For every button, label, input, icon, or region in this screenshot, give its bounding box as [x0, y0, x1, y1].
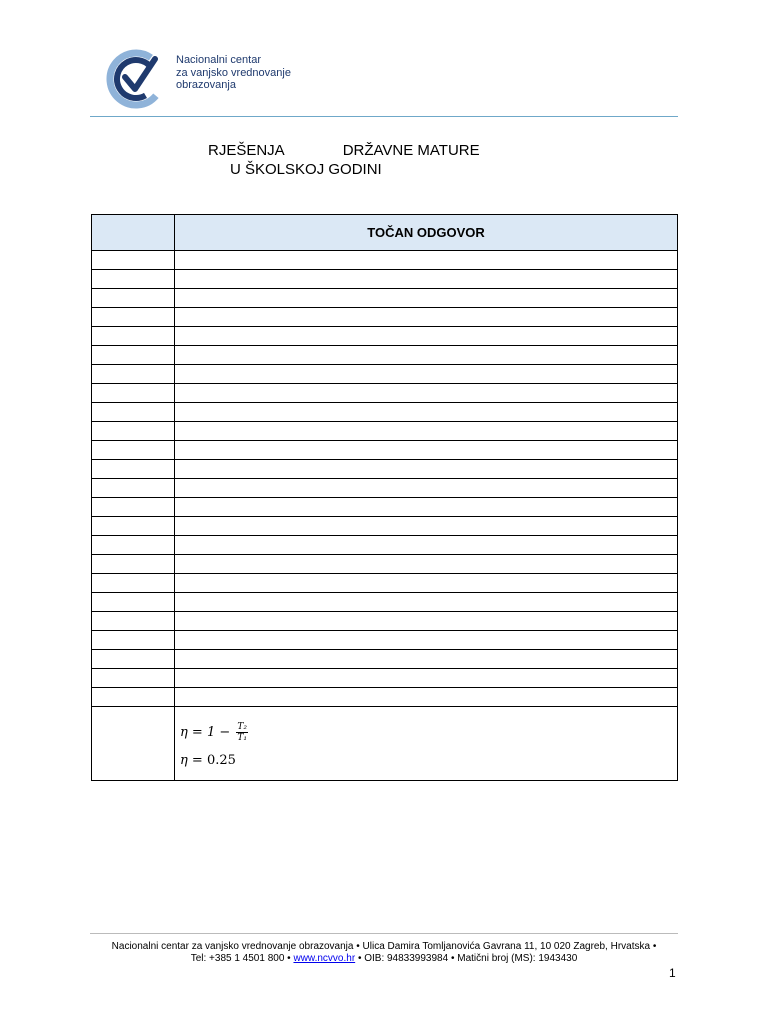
table-row: [92, 631, 678, 650]
table-row: [92, 251, 678, 270]
efficiency-result: [175, 753, 677, 768]
question-number-header: [92, 215, 175, 251]
answer-cell: [175, 631, 678, 650]
footer-contact: [0, 953, 768, 964]
footer-address: Nacionalni centar za vanjsko vrednovanje obrazovanja • Ulica Damira Tomljanovića Gavrana 11, 10 020 Zagreb, Hrvatska •: [111, 941, 657, 952]
formula-row: [92, 707, 678, 781]
question-number-cell: [92, 327, 175, 346]
document-title-line2: U ŠKOLSKOJ GODINI: [230, 161, 382, 178]
website-link[interactable]: www.ncvvo.hr: [293, 953, 356, 964]
table-row: [92, 593, 678, 612]
question-number-cell: [92, 669, 175, 688]
answer-cell: [175, 593, 678, 612]
title-rjesenja: RJEŠENJA: [208, 142, 285, 159]
answer-cell: [175, 403, 678, 422]
efficiency-formula: [175, 707, 677, 754]
table-row: [92, 517, 678, 536]
question-number-cell: [92, 270, 175, 289]
answer-cell: [175, 498, 678, 517]
table-row: [92, 479, 678, 498]
table-row: [92, 460, 678, 479]
table-row: [92, 270, 678, 289]
temperature-fraction: [236, 722, 248, 743]
answer-table: [91, 214, 678, 781]
title-drzavne-mature: DRŽAVNE MATURE: [342, 142, 480, 159]
table-row: [92, 574, 678, 593]
answer-cell: [175, 308, 678, 327]
question-number-cell: [92, 422, 175, 441]
footer-ids: • OIB: 94833993984 • Matični broj (MS): 1943430: [357, 953, 578, 964]
table-row: [92, 346, 678, 365]
question-number-cell: [92, 536, 175, 555]
answer-cell: [175, 688, 678, 707]
table-row: [92, 441, 678, 460]
org-name: [176, 54, 291, 92]
answer-cell: [175, 346, 678, 365]
answer-cell: [175, 555, 678, 574]
answer-cell: [175, 270, 678, 289]
org-name-line3: obrazovanja: [176, 79, 236, 91]
table-row: [92, 384, 678, 403]
table-row: [92, 403, 678, 422]
question-number-cell: [92, 555, 175, 574]
question-number-cell: [92, 650, 175, 669]
question-number-cell: [92, 707, 175, 781]
question-number-cell: [92, 612, 175, 631]
answer-cell: [175, 517, 678, 536]
answer-table-header: [92, 215, 678, 251]
table-row: [92, 365, 678, 384]
formula-answer-cell: [175, 707, 678, 781]
answer-cell: [175, 251, 678, 270]
footer-divider: [90, 933, 678, 934]
answer-cell: [175, 365, 678, 384]
question-number-cell: [92, 593, 175, 612]
question-number-cell: [92, 574, 175, 593]
question-number-cell: [92, 498, 175, 517]
question-number-cell: [92, 460, 175, 479]
question-number-cell: [92, 688, 175, 707]
question-number-cell: [92, 289, 175, 308]
footer-phone: Tel: +385 1 4501 800 •: [190, 953, 291, 964]
answer-cell: [175, 441, 678, 460]
fraction-numerator: T₂: [237, 722, 248, 732]
table-row: [92, 536, 678, 555]
answer-cell: [175, 384, 678, 403]
answer-cell: [175, 327, 678, 346]
answer-cell: [175, 479, 678, 498]
result-lhs: η =: [180, 753, 203, 768]
question-number-cell: [92, 384, 175, 403]
header-divider: [90, 116, 678, 117]
question-number-cell: [92, 517, 175, 536]
answer-cell: [175, 422, 678, 441]
question-number-cell: [92, 441, 175, 460]
question-number-cell: [92, 479, 175, 498]
question-number-cell: [92, 631, 175, 650]
question-number-cell: [92, 365, 175, 384]
table-row: [92, 498, 678, 517]
fraction-denominator: T₁: [237, 733, 248, 743]
table-row: [92, 327, 678, 346]
table-row: [92, 422, 678, 441]
answer-cell: [175, 289, 678, 308]
correct-answer-header: TOČAN ODGOVOR: [175, 215, 678, 251]
question-number-cell: [92, 251, 175, 270]
table-row: [92, 688, 678, 707]
document-title-line1: [208, 142, 480, 159]
answer-cell: [175, 536, 678, 555]
result-value: 0.25: [206, 753, 236, 768]
question-number-cell: [92, 403, 175, 422]
answer-cell: [175, 460, 678, 479]
table-row: [92, 650, 678, 669]
answer-cell: [175, 612, 678, 631]
page-number: 1: [669, 966, 676, 980]
question-number-cell: [92, 346, 175, 365]
question-number-cell: [92, 308, 175, 327]
formula-lhs: η = 1 −: [180, 725, 231, 740]
table-row: [92, 555, 678, 574]
table-row: [92, 612, 678, 631]
answer-cell: [175, 669, 678, 688]
table-row: [92, 669, 678, 688]
answer-table-body: [92, 251, 678, 781]
table-row: [92, 308, 678, 327]
org-name-line1: Nacionalni centar: [176, 54, 261, 66]
table-row: [92, 289, 678, 308]
org-name-line2: za vanjsko vrednovanje: [176, 66, 291, 79]
answer-cell: [175, 574, 678, 593]
answer-cell: [175, 650, 678, 669]
